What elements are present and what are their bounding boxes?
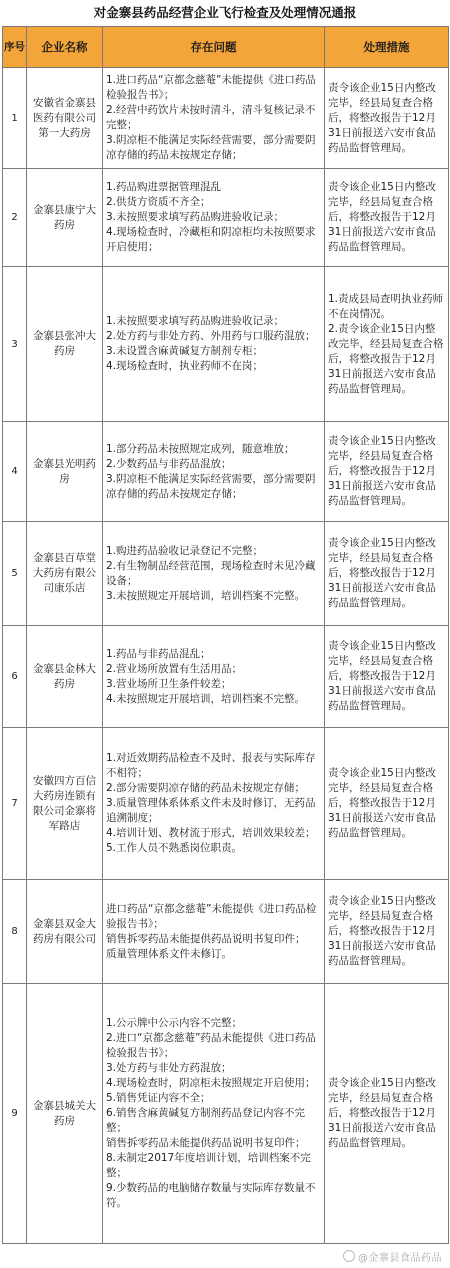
table-body (3, 68, 449, 1244)
issue-item: 3.营业场所卫生条件较差； (106, 677, 232, 690)
document-title: 对金寨县药品经营企业飞行检查及处理情况通报 (93, 5, 357, 20)
action-item: 责令该企业15日内整改完毕，经县局复查合格后，将整改报告于12月31日前报送六安市食品药品监督管理局。 (328, 640, 436, 712)
action-item: 1.责成县局查明执业药师不在岗情况。 (328, 292, 444, 320)
company-name: 安徽省金寨县医药有限公司第一大药房 (27, 68, 103, 169)
issues-cell (103, 984, 325, 1244)
issue-item: 4.现场检查时，冷藏柜和阴凉柜均未按照要求开启使用； (106, 226, 316, 253)
action-cell (325, 880, 449, 984)
table-row (3, 880, 449, 984)
table-row (3, 68, 449, 169)
action-item: 责令该企业15日内整改完毕，经县局复查合格后，将整改报告于12月31日前报送六安市食品药品监督管理局。 (328, 181, 436, 253)
row-number: 6 (3, 626, 27, 728)
row-number: 2 (3, 169, 27, 267)
row-number: 9 (3, 984, 27, 1244)
action-cell (325, 422, 449, 522)
issue-item: 5.销售凭证内容不全； (106, 1092, 211, 1104)
row-number: 8 (3, 880, 27, 984)
action-item: 责令该企业15日内整改完毕，经县局复查合格后，将整改报告于12月31日前报送六安市食品药品监督管理局。 (328, 435, 436, 507)
action-item: 2.责令该企业15日内整改完毕，经县局复查合格后，将整改报告于12月31日前报送六安市食品药品监督管理局。 (328, 322, 444, 395)
row-number: 1 (3, 68, 27, 169)
issue-item: 9.少数药品的电脑储存数量与实际库存数量不符。 (106, 1182, 316, 1209)
row-number: 3 (3, 267, 27, 422)
issue-item: 1.购进药品验收记录登记不完整； (106, 544, 264, 557)
issue-item: 2.进口“京都念慈菴”药品未能提供《进口药品检验报告书》； (106, 1032, 316, 1059)
issue-item: 4.现场检查时，执业药师不在岗； (106, 360, 264, 372)
action-cell (325, 267, 449, 422)
issue-item: 2.少数药品与非药品混放； (106, 457, 232, 470)
row-number: 5 (3, 522, 27, 626)
action-item: 责令该企业15日内整改完毕，经县局复查合格后，将整改报告于12月31日前报送六安市食品药品监督管理局。 (328, 895, 436, 967)
issue-item: 2.供货方资质不齐全； (106, 196, 211, 208)
row-number: 7 (3, 728, 27, 880)
table-row (3, 984, 449, 1244)
issues-cell (103, 169, 325, 267)
issue-item: 2.处方药与非处方药、外用药与口服药混放； (106, 330, 316, 342)
issue-item: 3.处方药与非处方药混放； (106, 1062, 232, 1074)
issue-item: 1.药品购进票据管理混乱 (106, 181, 222, 193)
weibo-icon (343, 1250, 355, 1262)
action-item: 责令该企业15日内整改完毕，经县局复查合格后，将整改报告于12月31日前报送六安市食品药品监督管理局。 (328, 767, 436, 839)
issue-item: 4.未按照规定开展培训，培训档案不完整。 (106, 692, 306, 705)
table-row (3, 267, 449, 422)
inspection-table (2, 26, 449, 1244)
watermark-text: @金寨县食品药品 (358, 1253, 442, 1264)
issue-item: 4.培训计划、教材流于形式，培训效果较差； (106, 827, 316, 839)
company-name: 金寨县金林大药房 (27, 626, 103, 728)
issue-item: 销售拆零药品未能提供药品说明书复印件； (106, 1137, 306, 1149)
issue-item: 2.经营中药饮片未按时清斗，清斗复核记录不完整； (106, 104, 316, 131)
issue-item: 2.营业场所放置有生活用品； (106, 662, 243, 675)
issues-cell (103, 728, 325, 880)
action-cell (325, 984, 449, 1244)
company-name: 金寨县光明药房 (27, 422, 103, 522)
issue-item: 4.现场检查时，阴凉柜未按照规定开启使用； (106, 1077, 316, 1089)
company-name: 安徽四方百信大药房连锁有限公司金寨将军路店 (27, 728, 103, 880)
issue-item: 3.阴凉柜不能满足实际经营需要，部分需要阴凉存储的药品未按规定存储； (106, 134, 316, 161)
watermark (343, 1249, 442, 1264)
company-name: 金寨县百草堂大药房有限公司康乐店 (27, 522, 103, 626)
issue-item: 1.部分药品未按照规定成列，随意堆放； (106, 442, 295, 455)
action-item: 责令该企业15日内整改完毕，经县局复查合格后，将整改报告于12月31日前报送六安市食品药品监督管理局。 (328, 1077, 436, 1149)
table-row (3, 169, 449, 267)
issue-item: 3.未按照规定开展培训，培训档案不完整。 (106, 589, 306, 602)
issues-cell (103, 880, 325, 984)
issue-item: 5.工作人员不熟悉岗位职责。 (106, 842, 243, 854)
issues-cell (103, 626, 325, 728)
company-name: 金寨县康宁大药房 (27, 169, 103, 267)
action-cell (325, 169, 449, 267)
issue-item: 1.对近效期药品检查不及时、报表与实际库存不相符； (106, 752, 316, 779)
issues-cell (103, 267, 325, 422)
header-name: 企业名称 (27, 27, 103, 68)
action-cell (325, 522, 449, 626)
issue-item: 1.未按照要求填写药品购进验收记录； (106, 315, 285, 327)
issue-item: 3.未设置含麻黄碱复方制剂专柜； (106, 345, 264, 357)
issue-item: 进口药品“京都念慈菴”未能提供《进口药品检验报告书》； (106, 902, 317, 930)
issue-item: 3.未按照要求填写药品购进验收记录； (106, 211, 285, 223)
issue-item: 销售拆零药品未能提供药品说明书复印件； (106, 932, 306, 945)
company-name: 金寨县城关大药房 (27, 984, 103, 1244)
issue-item: 3.质量管理体系体系文件未及时修订，无药品追溯制度； (106, 797, 316, 824)
issue-item: 3.阴凉柜不能满足实际经营需要，部分需要阴凉存储的药品未按规定存储； (106, 472, 316, 500)
table-row (3, 626, 449, 728)
action-cell (325, 68, 449, 169)
issue-item: 质量管理体系文件未修订。 (106, 947, 232, 960)
action-item: 责令该企业15日内整改完毕，经县局复查合格后，将整改报告于12月31日前报送六安市食品药品监督管理局。 (328, 537, 436, 609)
issue-item: 8.未制定2017年度培训计划，培训档案不完整； (106, 1152, 311, 1179)
row-number: 4 (3, 422, 27, 522)
issue-item: 1.药品与非药品混乱； (106, 647, 211, 660)
issues-cell (103, 422, 325, 522)
issue-item: 1.公示牌中公示内容不完整； (106, 1017, 243, 1029)
header-no: 序号 (3, 27, 27, 68)
issue-item: 2.部分需要阴凉存储的药品未按规定存储； (106, 782, 306, 794)
table-header-row (3, 27, 449, 68)
issue-item: 1.进口药品“京都念慈菴”未能提供《进口药品检验报告书》； (106, 74, 316, 101)
issue-item: 2.有生物制品经营范围，现场检查时未见冷藏设备； (106, 559, 316, 587)
header-action: 处理措施 (325, 27, 449, 68)
issues-cell (103, 68, 325, 169)
company-name: 金寨县双金大药房有限公司 (27, 880, 103, 984)
table-row (3, 728, 449, 880)
table-row (3, 522, 449, 626)
issues-cell (103, 522, 325, 626)
company-name: 金寨县张冲大药房 (27, 267, 103, 422)
issue-item: 6.销售含麻黄碱复方制剂药品登记内容不完整； (106, 1107, 306, 1134)
action-cell (325, 626, 449, 728)
action-item: 责令该企业15日内整改完毕，经县局复查合格后，将整改报告于12月31日前报送六安市食品药品监督管理局。 (328, 81, 436, 154)
table-row (3, 422, 449, 522)
action-cell (325, 728, 449, 880)
header-issues: 存在问题 (103, 27, 325, 68)
